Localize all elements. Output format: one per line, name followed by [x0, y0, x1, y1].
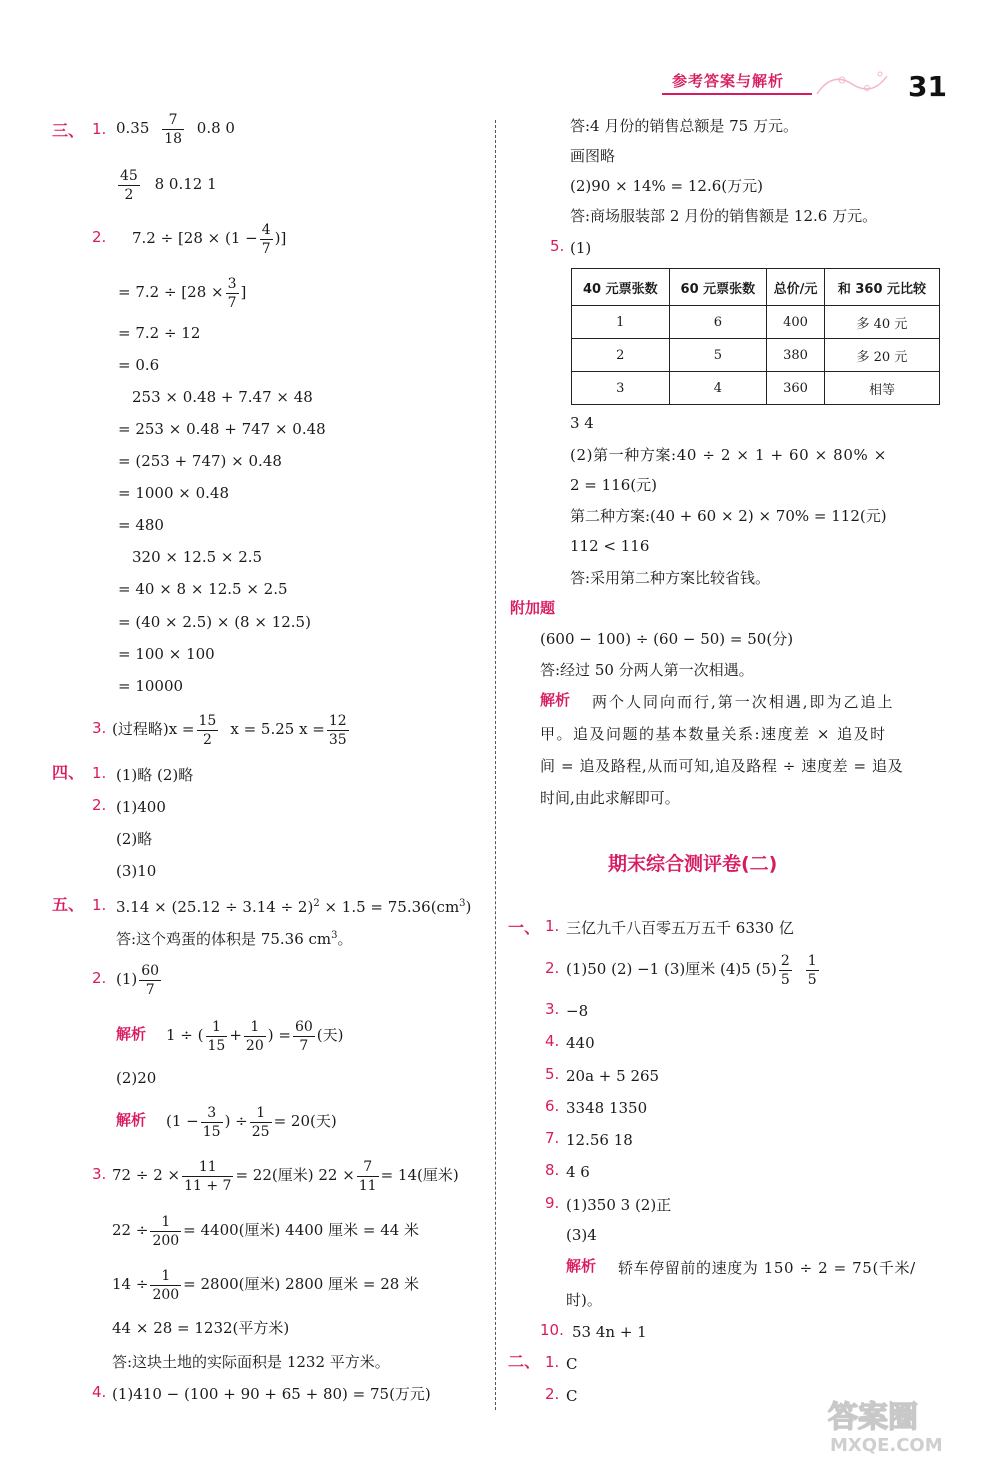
answer-line: = 7.2 ÷ 12 — [118, 324, 201, 342]
answer-line: = 253 × 0.48 + 747 × 0.48 — [118, 420, 326, 438]
table-header-cell: 总价/元 — [767, 269, 825, 306]
answer-line: (1) — [570, 239, 592, 257]
section-label-yi: 一、 — [508, 918, 541, 937]
table-cell: 400 — [767, 306, 825, 339]
q-number: 1. — [92, 120, 107, 138]
fraction: $\frac{11}{11 + 7}$ — [184, 1158, 232, 1194]
q-number: 1. — [545, 917, 560, 935]
answer-line: = 100 × 100 — [118, 645, 215, 663]
answer-line: = (253 + 747) × 0.48 — [118, 452, 282, 470]
answer-line: 320 × 12.5 × 2.5 — [132, 548, 263, 566]
answer-line: = 1000 × 0.48 — [118, 484, 230, 502]
answer-line: (2)20 — [116, 1069, 157, 1087]
section-label-si: 四、 — [52, 763, 85, 782]
q-number: 9. — [545, 1194, 560, 1212]
answer-line: (1)略 (2)略 — [116, 766, 194, 784]
fraction: $\frac{2}{5}$ — [780, 952, 790, 988]
answer-line: C — [566, 1387, 578, 1405]
answer-line: 时)。 — [566, 1291, 602, 1309]
watermark-text: 答案圈 — [828, 1400, 918, 1435]
table-header-cell: 60 元票张数 — [669, 269, 767, 306]
answer-line: (600 − 100) ÷ (60 − 50) = 50(分) — [540, 630, 794, 648]
fraction: $\frac{4}{7}$ — [261, 221, 271, 257]
answer-line: 3348 1350 — [566, 1099, 648, 1117]
answer-line: 12.56 18 — [566, 1131, 633, 1149]
answer-line: 甲。追及问题的基本数量关系:速度差 × 追及时 — [540, 725, 887, 743]
answer-line: C — [566, 1355, 578, 1373]
column-divider — [495, 120, 496, 1410]
watermark-url: MXQE.COM — [830, 1435, 943, 1455]
q-number: 8. — [545, 1161, 560, 1179]
fraction: $\frac{45}{2}$ — [120, 167, 138, 203]
q-number: 2. — [92, 228, 107, 246]
q-number: 3. — [545, 1000, 560, 1018]
q-number: 4. — [545, 1032, 560, 1050]
q-number: 5. — [550, 237, 565, 255]
answer-line: (1) $\frac{60}{7}$ — [116, 962, 160, 998]
q-number: 3. — [92, 1165, 107, 1183]
q-number: 4. — [92, 1383, 107, 1401]
table-row — [572, 339, 940, 372]
table-header-cell: 40 元票张数 — [572, 269, 670, 306]
answer-line: 答:商场服装部 2 月份的销售额是 12.6 万元。 — [570, 207, 878, 225]
q-number: 1. — [92, 896, 107, 914]
answer-line: 253 × 0.48 + 7.47 × 48 — [132, 388, 313, 406]
fraction: $\frac{7}{11}$ — [358, 1158, 377, 1194]
section-label-wu: 五、 — [52, 895, 85, 914]
fraction: $\frac{7}{18}$ — [164, 111, 183, 147]
fraction: $\frac{1}{5}$ — [807, 952, 817, 988]
answer-line: 答:这个鸡蛋的体积是 75.36 $cm^3$。 — [116, 930, 353, 948]
answer-line: 14 ÷ $\frac{1}{200}$ = 2800(厘米) 2800 厘米 = 28 米 — [112, 1267, 420, 1303]
answer-line: 第二种方案:(40 + 60 × 2) × 70% = 112(元) — [570, 507, 887, 525]
answer-line: = 0.6 — [118, 356, 160, 374]
answer-line: (1)50 (2) −1 (3)厘米 (4)5 (5) $\frac{2}{5}$ $\frac{1}{5}$ — [566, 952, 817, 988]
fraction: $\frac{15}{2}$ — [198, 712, 217, 748]
q-number: 3. — [92, 719, 107, 737]
answer-line: 1 ÷ ( $\frac{1}{15}$ + $\frac{1}{20}$ ) = $\frac{60}{7}$ (天) — [166, 1018, 344, 1054]
watermark-logo-icon — [820, 1395, 995, 1455]
table-cell: 多 20 元 — [824, 339, 939, 372]
analysis-label: 解析 — [566, 1257, 597, 1275]
answer-line: = 7.2 ÷ [28 × $\frac{3}{7}$ ] — [118, 275, 247, 311]
q-number: 10. — [540, 1321, 564, 1339]
answer-line: 72 ÷ 2 × $\frac{11}{11 + 7}$ = 22(厘米) 22 × $\frac{7}{11}$ = 14(厘米) — [112, 1158, 459, 1194]
answer-line: 7.2 ÷ [28 × (1 − $\frac{4}{7}$ )] — [132, 221, 287, 257]
table-row — [572, 306, 940, 339]
q-number: 5. — [545, 1065, 560, 1083]
answer-line: 答:采用第二种方案比较省钱。 — [570, 569, 771, 587]
answer-line: (2)略 — [116, 830, 153, 848]
q-number: 6. — [545, 1097, 560, 1115]
fraction: $\frac{1}{200}$ — [152, 1267, 180, 1303]
answer-line: = 10000 — [118, 677, 184, 695]
answer-line: 画图略 — [570, 147, 616, 165]
fraction: $\frac{1}{200}$ — [152, 1213, 180, 1249]
answer-line: 答:这块土地的实际面积是 1232 平方米。 — [112, 1353, 390, 1371]
answer-line: 440 — [566, 1034, 595, 1052]
q-number: 1. — [545, 1353, 560, 1371]
fraction: $\frac{1}{25}$ — [251, 1104, 270, 1140]
bonus-question-label: 附加题 — [510, 599, 556, 617]
answer-line: 答:4 月份的销售总额是 75 万元。 — [570, 117, 798, 135]
answer-line: 2 = 116(元) — [570, 476, 657, 494]
answer-line: 0.35 $\frac{7}{18}$ 0.8 0 — [116, 111, 235, 147]
answer-line: 时间,由此求解即可。 — [540, 789, 680, 807]
answer-line: 两个人同向而行,第一次相遇,即为乙追上 — [592, 693, 895, 711]
answer-line: 22 ÷ $\frac{1}{200}$ = 4400(厘米) 4400 厘米 = 44 米 — [112, 1213, 420, 1249]
answer-line: 20a + 5 265 — [566, 1067, 660, 1085]
table-cell: 380 — [767, 339, 825, 372]
q-number: 7. — [545, 1129, 560, 1147]
table-cell: 2 — [572, 339, 670, 372]
analysis-label: 解析 — [540, 691, 571, 709]
q-number: 2. — [545, 959, 560, 977]
answer-line: (2)第一种方案:40 ÷ 2 × 1 + 60 × 80% × — [570, 446, 887, 464]
answer-line: = 480 — [118, 516, 164, 534]
fraction: $\frac{1}{20}$ — [245, 1018, 264, 1054]
answer-line: (3)10 — [116, 862, 157, 880]
analysis-label: 解析 — [116, 1111, 147, 1129]
fraction: $\frac{3}{7}$ — [227, 275, 237, 311]
answer-line: 间 = 追及路程,从而可知,追及路程 ÷ 速度差 = 追及 — [540, 757, 904, 775]
answer-line: = 40 × 8 × 12.5 × 2.5 — [118, 580, 288, 598]
page-number: 31 — [908, 70, 947, 103]
answer-line: $3.14 \times (25.12 \div 3.14 \div 2)^2 \times 1.5 = 75.36(cm^3)$ — [116, 898, 472, 916]
answer-line: 4 6 — [566, 1163, 590, 1181]
answer-line: −8 — [566, 1002, 589, 1020]
answer-line: 53 4n + 1 — [572, 1323, 647, 1341]
answer-line: 三亿九千八百零五万五千 6330 亿 — [566, 919, 794, 937]
exam-title: 期末综合测评卷(二) — [608, 853, 778, 875]
section-label-san: 三、 — [52, 121, 85, 140]
answer-line: 轿车停留前的速度为 150 ÷ 2 = 75(千米/ — [618, 1259, 916, 1277]
answer-line: (1)400 — [116, 798, 166, 816]
answer-line: = (40 × 2.5) × (8 × 12.5) — [118, 613, 311, 631]
table-cell: 多 40 元 — [824, 306, 939, 339]
header-title: 参考答案与解析 — [672, 72, 785, 90]
answer-line: (1 − $\frac{3}{15}$ ) ÷ $\frac{1}{25}$ = 20(天) — [166, 1104, 337, 1140]
table-header-cell: 和 360 元比较 — [824, 269, 939, 306]
answer-line: (1)350 3 (2)正 — [566, 1196, 672, 1214]
fraction: $\frac{3}{15}$ — [202, 1104, 221, 1140]
answer-line: 答:经过 50 分两人第一次相遇。 — [540, 661, 754, 679]
analysis-label: 解析 — [116, 1025, 147, 1043]
answer-line: (过程略)x = $\frac{15}{2}$ x = 5.25 x = $\frac{12}{35}$ — [112, 712, 347, 748]
header-underline — [662, 93, 812, 95]
answer-line: 3 4 — [570, 414, 594, 432]
answer-line: (1)410 − (100 + 90 + 65 + 80) = 75(万元) — [112, 1385, 431, 1403]
answer-line: (3)4 — [566, 1226, 597, 1244]
q-number: 1. — [92, 764, 107, 782]
fraction: $\frac{60}{7}$ — [294, 1018, 313, 1054]
fraction: $\frac{60}{7}$ — [141, 962, 160, 998]
fraction: $\frac{12}{35}$ — [328, 712, 347, 748]
table-header-row — [572, 269, 940, 306]
header-decoration-icon — [812, 66, 892, 102]
ticket-table — [571, 268, 940, 405]
answer-line: (2)90 × 14% = 12.6(万元) — [570, 177, 763, 195]
q-number: 2. — [92, 796, 107, 814]
q-number: 2. — [545, 1385, 560, 1403]
answer-line: 112 < 116 — [570, 537, 650, 555]
fraction: $\frac{1}{15}$ — [207, 1018, 226, 1054]
section-label-er: 二、 — [508, 1352, 541, 1371]
table-cell: 3 — [572, 372, 670, 405]
answer-line: $\frac{45}{2}$ 8 0.12 1 — [120, 167, 217, 203]
table-cell: 1 — [572, 306, 670, 339]
table-cell: 6 — [669, 306, 767, 339]
table-cell: 4 — [669, 372, 767, 405]
table-row — [572, 372, 940, 405]
answer-line: 44 × 28 = 1232(平方米) — [112, 1319, 290, 1337]
table-cell: 5 — [669, 339, 767, 372]
table-cell: 360 — [767, 372, 825, 405]
table-cell: 相等 — [824, 372, 939, 405]
q-number: 2. — [92, 969, 107, 987]
